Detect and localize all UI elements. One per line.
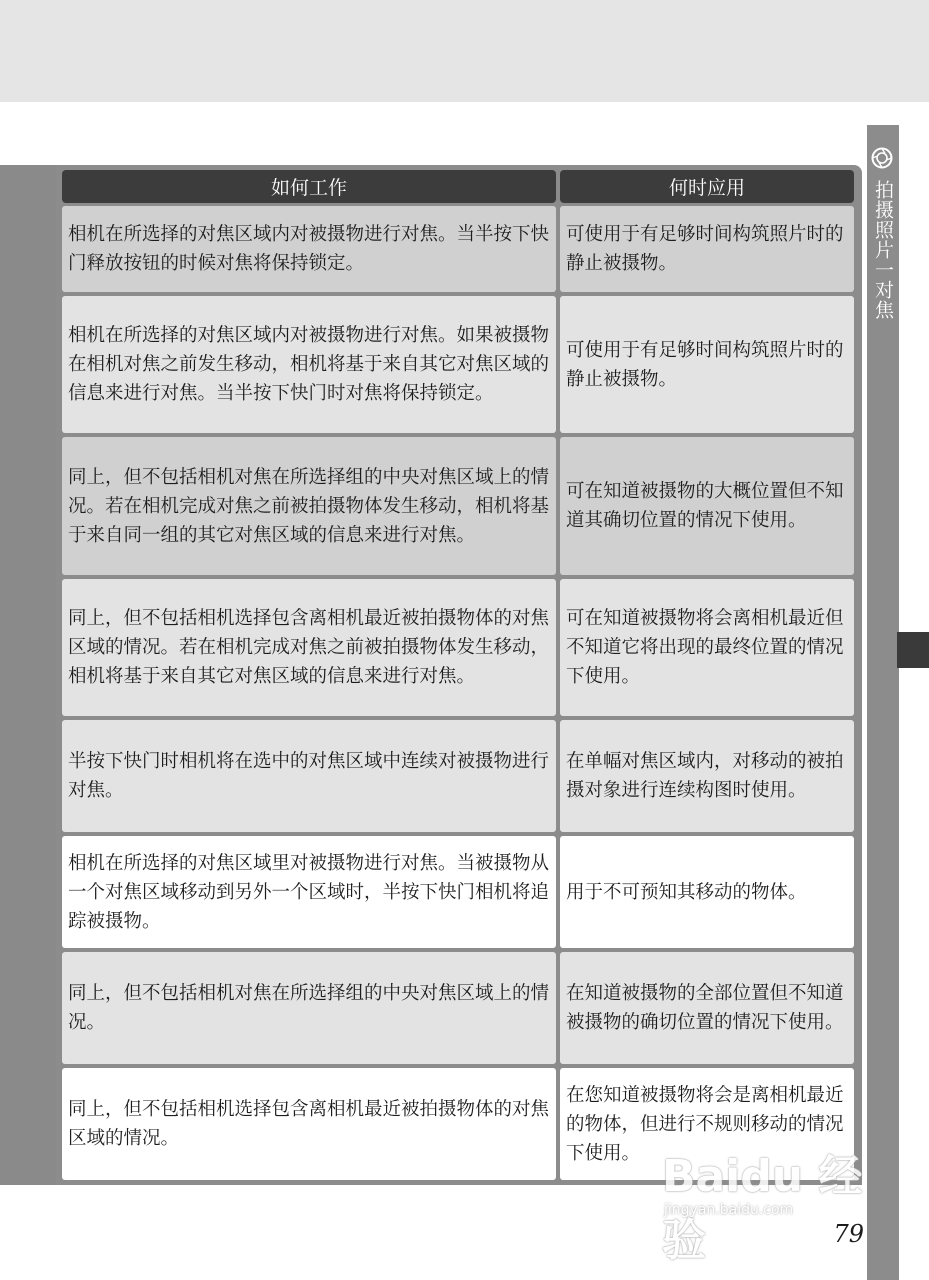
row-5-how-text: 半按下快门时相机将在选中的对焦区域中连续对被摄物进行对焦。 <box>68 751 550 801</box>
row-6-when-text: 用于不可预知其移动的物体。 <box>566 881 807 903</box>
row-4-when-text: 可在知道被摄物将会离相机最近但不知道它将出现的最终位置的情况下使用。 <box>566 608 844 687</box>
watermark-url: jingyan.baidu.com <box>664 1202 794 1218</box>
table-row-5-how <box>62 720 556 832</box>
row-1-when-text: 可使用于有足够时间构筑照片时的静止被摄物。 <box>566 224 844 274</box>
row-7-how-text: 同上，但不包括相机对焦在所选择组的中央对焦区域上的情况。 <box>68 983 550 1033</box>
watermark-brand: Baidu 经验 <box>662 1151 863 1266</box>
table-row-4-how <box>62 579 556 716</box>
table-left-strip <box>0 165 56 1185</box>
row-3-how-text: 同上，但不包括相机对焦在所选择组的中央对焦区域上的情况。若在相机完成对焦之前被拍摄物体发生移动，相机将基于来自同一组的其它对焦区域的信息来进行对焦。 <box>68 466 550 546</box>
chapter-marker <box>897 632 929 668</box>
row-3-when-text: 可在知道被摄物的大概位置但不知道其确切位置的情况下使用。 <box>566 481 844 531</box>
table-row-6-how <box>62 836 556 948</box>
table-row-2-how <box>62 296 556 433</box>
table-row-1-when <box>560 206 854 292</box>
table-row-2-when <box>560 296 854 433</box>
row-7-when-text: 在知道被摄物的全部位置但不知道被摄物的确切位置的情况下使用。 <box>566 983 844 1033</box>
row-8-when-text: 在您知道被摄物将会是离相机最近的物体，但进行不规则移动的情况下使用。 <box>566 1084 844 1164</box>
row-4-how-text: 同上，但不包括相机选择包含离相机最近被拍摄物体的对焦区域的情况。若在相机完成对焦之前被拍摄物体发生移动，相机将基于来自其它对焦区域的信息来进行对焦。 <box>68 608 550 687</box>
table-row-8-how <box>62 1068 556 1180</box>
row-8-how-text: 同上，但不包括相机选择包含离相机最近被拍摄物体的对焦区域的情况。 <box>68 1099 550 1149</box>
column-header-when: 何时应用 <box>560 170 854 203</box>
row-1-how-text: 相机在所选择的对焦区域内对被摄物进行对焦。当半按下快门释放按钮的时候对焦将保持锁定。 <box>68 224 550 274</box>
aperture-icon <box>871 147 893 169</box>
table-row-5-when <box>560 720 854 832</box>
table-row-4-when <box>560 579 854 716</box>
table-row-7-how <box>62 952 556 1064</box>
table-row-3-how <box>62 437 556 575</box>
table-row-3-when <box>560 437 854 575</box>
page-number: 79 <box>833 1220 864 1248</box>
row-2-when-text: 可使用于有足够时间构筑照片时的静止被摄物。 <box>566 339 844 390</box>
table-row-6-when <box>560 836 854 948</box>
table-row-7-when <box>560 952 854 1064</box>
row-5-when-text: 在单幅对焦区域内，对移动的被拍摄对象进行连续构图时使用。 <box>566 751 844 801</box>
chapter-label: 拍摄照片一对焦 <box>872 180 894 320</box>
top-margin-band <box>0 0 929 102</box>
column-header-how: 如何工作 <box>62 170 556 203</box>
row-2-how-text: 相机在所选择的对焦区域内对被摄物进行对焦。如果被摄物在相机对焦之前发生移动，相机将基于来自其它对焦区域的信息来进行对焦。当半按下快门时对焦将保持锁定。 <box>68 325 550 404</box>
table-row-1-how <box>62 206 556 292</box>
row-6-how-text: 相机在所选择的对焦区域里对被摄物进行对焦。当被摄物从一个对焦区域移动到另外一个区域时，半按下快门相机将追踪被摄物。 <box>68 852 550 932</box>
